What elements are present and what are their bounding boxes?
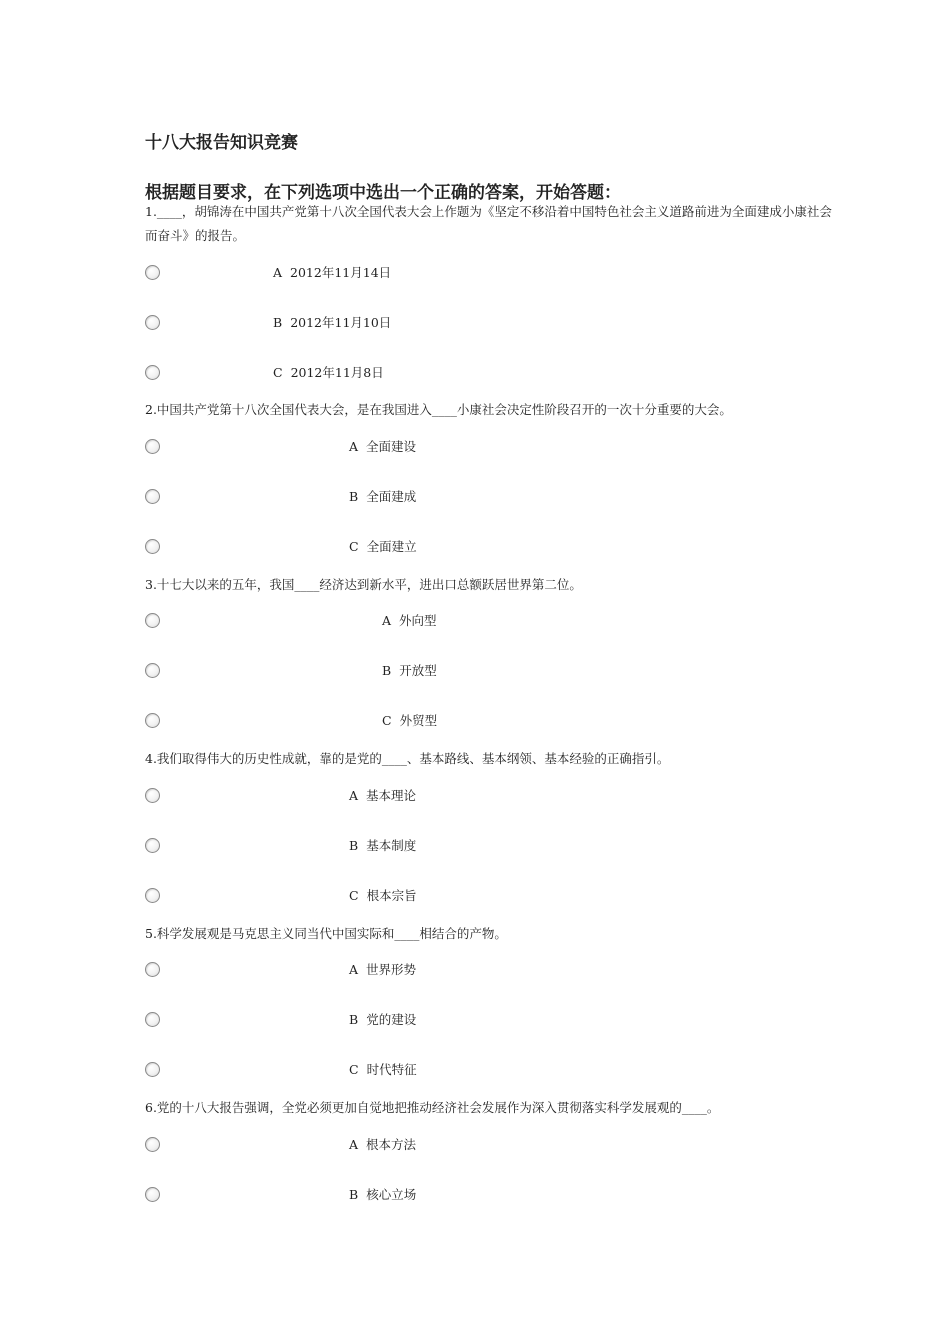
option-3c[interactable] [145,713,745,733]
radio-button[interactable] [145,1012,160,1027]
option-label: A 基本理论 [349,788,417,803]
radio-button[interactable] [145,888,160,903]
option-4c[interactable] [145,888,745,908]
question-2: 2.中国共产党第十八次全国代表大会，是在我国进入____小康社会决定性阶段召开的一次十分重要的大会。 [145,402,732,417]
option-2c[interactable] [145,539,745,559]
radio-button[interactable] [145,663,160,678]
radio-button[interactable] [145,1137,160,1152]
option-label: C 2012年11月8日 [273,365,384,380]
radio-button[interactable] [145,713,160,728]
question-3: 3.十七大以来的五年，我国____经济达到新水平，进出口总额跃居世界第二位。 [145,577,582,592]
option-4b[interactable] [145,838,745,858]
option-label: C 时代特征 [349,1062,417,1077]
option-1a[interactable] [145,265,745,285]
page-title: 十八大报告知识竞赛 [145,133,298,153]
option-label: B 党的建设 [349,1012,417,1027]
radio-button[interactable] [145,365,160,380]
option-4a[interactable] [145,788,745,808]
option-label: C 全面建立 [349,539,417,554]
radio-button[interactable] [145,613,160,628]
question-5: 5.科学发展观是马克思主义同当代中国实际和____相结合的产物。 [145,926,507,941]
option-label: A 全面建设 [349,439,417,454]
option-2a[interactable] [145,439,745,459]
option-label: B 开放型 [382,663,437,678]
option-5a[interactable] [145,962,745,982]
option-label: B 全面建成 [349,489,417,504]
option-1b[interactable] [145,315,745,335]
option-5c[interactable] [145,1062,745,1082]
option-label: A 世界形势 [349,962,417,977]
radio-button[interactable] [145,1062,160,1077]
radio-button[interactable] [145,539,160,554]
option-label: A 根本方法 [349,1137,417,1152]
radio-button[interactable] [145,1187,160,1202]
radio-button[interactable] [145,439,160,454]
question-4: 4.我们取得伟大的历史性成就，靠的是党的____、基本路线、基本纲领、基本经验的正确指引。 [145,751,670,766]
radio-button[interactable] [145,838,160,853]
option-1c[interactable] [145,365,745,385]
instruction-heading: 根据题目要求，在下列选项中选出一个正确的答案，开始答题： [145,183,621,203]
radio-button[interactable] [145,265,160,280]
option-5b[interactable] [145,1012,745,1032]
option-3a[interactable] [145,613,745,633]
question-1: 1.____，胡锦涛在中国共产党第十八次全国代表大会上作题为《坚定不移沿着中国特色社会主义道路前进为全面建成小康社会而奋斗》的报告。 [145,204,832,243]
radio-button[interactable] [145,315,160,330]
option-label: B 基本制度 [349,838,417,853]
option-label: A 外向型 [382,613,437,628]
radio-button[interactable] [145,788,160,803]
option-6a[interactable] [145,1137,745,1157]
option-2b[interactable] [145,489,745,509]
option-label: B 核心立场 [349,1187,417,1202]
question-6: 6.党的十八大报告强调，全党必须更加自觉地把推动经济社会发展作为深入贯彻落实科学发展观的____。 [145,1100,720,1115]
option-label: B 2012年11月10日 [273,315,392,330]
option-label: A 2012年11月14日 [273,265,392,280]
radio-button[interactable] [145,962,160,977]
option-label: C 根本宗旨 [349,888,417,903]
radio-button[interactable] [145,489,160,504]
option-6b[interactable] [145,1187,745,1207]
option-label: C 外贸型 [382,713,438,728]
option-3b[interactable] [145,663,745,683]
